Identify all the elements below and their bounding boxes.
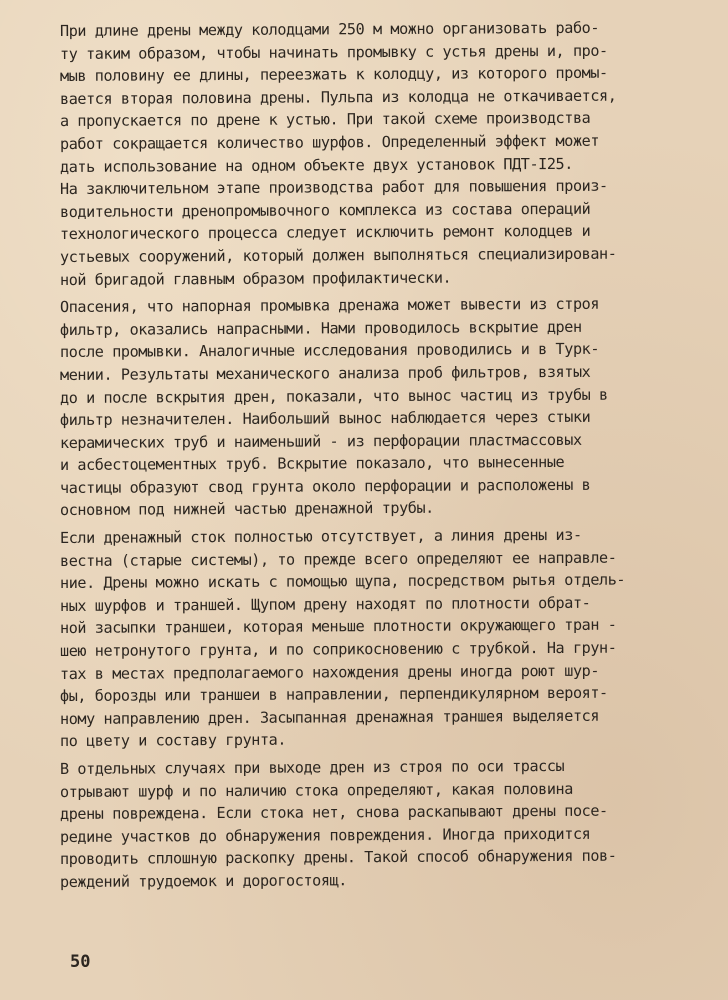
text-line: ных шурфов и траншей. Щупом дрену находят по плотности обрат- [59, 593, 591, 615]
text-line: вается вторая половина дрены. Пульпа из колодца не откачивается, [59, 86, 617, 108]
text-line: керамических труб и наименьший - из перфорации пластмассовых [59, 430, 582, 452]
text-line: ной засыпки траншеи, которая меньше плотности окружающего тран - [59, 616, 617, 638]
text-line: а пропускается по дрене к устью. При такой схеме производства [59, 109, 591, 131]
text-line: и асбестоцементных труб. Вскрытие показало, что вынесенные [59, 453, 565, 475]
text-line: после промывки. Аналогичные исследования проводились и в Турк- [59, 340, 600, 362]
text-line: ние. Дрены можно искать с помощью щупа, посредством рытья отдель- [59, 570, 626, 593]
text-line: фильтр незначителен. Наибольший вынос наблюдается через стыки [59, 407, 591, 430]
text-line: до и после вскрытия дрен, показали, что вынос частиц из трубы в [59, 385, 608, 407]
text-line: отрывают шурф и по наличию стока определяют, какая половина [59, 779, 573, 801]
text-line: редине участков до обнаружения повреждения. Иногда приходится [59, 824, 591, 846]
text-line: проводить сплошную раскопку дрены. Такой способ обнаружения пов- [59, 846, 617, 869]
text-line: ту таким образом, чтобы начинать промывку с устья дрены и, про- [59, 41, 608, 63]
paragraph-3 [60, 527, 710, 753]
text-line: фильтр, оказались напрасными. Нами проводилось вскрытие дрен [59, 317, 582, 339]
text-line: по цвету и составу грунта. [59, 731, 287, 751]
text-line: В отдельных случаях при выходе дрен из строя по оси трассы [59, 756, 565, 778]
text-line: работ сокращается количество шурфов. Определенный эффект может [59, 131, 600, 153]
text-line: ной бригадой главным образом профилактически. [59, 268, 452, 289]
page-number: 50 [70, 952, 91, 972]
text-line: водительности дренопромывочного комплекса из состава операций [59, 199, 591, 221]
paragraph-4 [60, 758, 710, 894]
text-line: ному направлению дрен. Засыпанная дренажная траншея выделяется [59, 706, 600, 728]
text-line: дать использование на одном объекте двух установок ПДТ-I25. [59, 154, 573, 176]
text-line: шею нетронутого грунта, и по соприкосновению с трубкой. На грун- [59, 638, 617, 661]
text-line: реждений трудоемок и дорогостоящ. [59, 871, 347, 891]
paragraph-2 [60, 296, 710, 522]
text-line: частицы образуют свод грунта около перфорации и расположены в [59, 475, 591, 497]
text-line: дрены повреждена. Если стока нет, снова раскапывают дрены посе- [59, 801, 608, 824]
text-line: технологического процесса следует исключить ремонт колодцев и [59, 222, 591, 244]
text-line: устьевых сооружений, который должен выполняться специализирован- [59, 244, 617, 266]
text-line: При длине дрены между колодцами 250 м можно организовать рабо- [59, 18, 600, 40]
text-line: Опасения, что напорная промывка дренажа может вывести из строя [59, 294, 600, 317]
text-line: основном под нижней частью дренажной трубы. [59, 499, 434, 520]
body-text [60, 20, 710, 894]
text-line: тах в местах предполагаемого нахождения дрены иногда роют шур- [59, 661, 600, 683]
text-line: фы, борозды или траншеи в направлении, перпендикулярном вероят- [59, 683, 608, 706]
text-line: мыв половину ее длины, переезжать к колодцу, из которого промы- [59, 63, 608, 86]
text-line: мении. Результаты механического анализа проб фильтров, взятых [59, 362, 591, 384]
paragraph-1 [60, 20, 710, 291]
text-line: вестна (старые системы), то прежде всего определяют ее направле- [59, 548, 617, 570]
text-line: На заключительном этапе производства работ для повышения произ- [59, 176, 608, 199]
text-line: Если дренажный сток полностью отсутствует, а линия дрены из- [59, 525, 582, 548]
